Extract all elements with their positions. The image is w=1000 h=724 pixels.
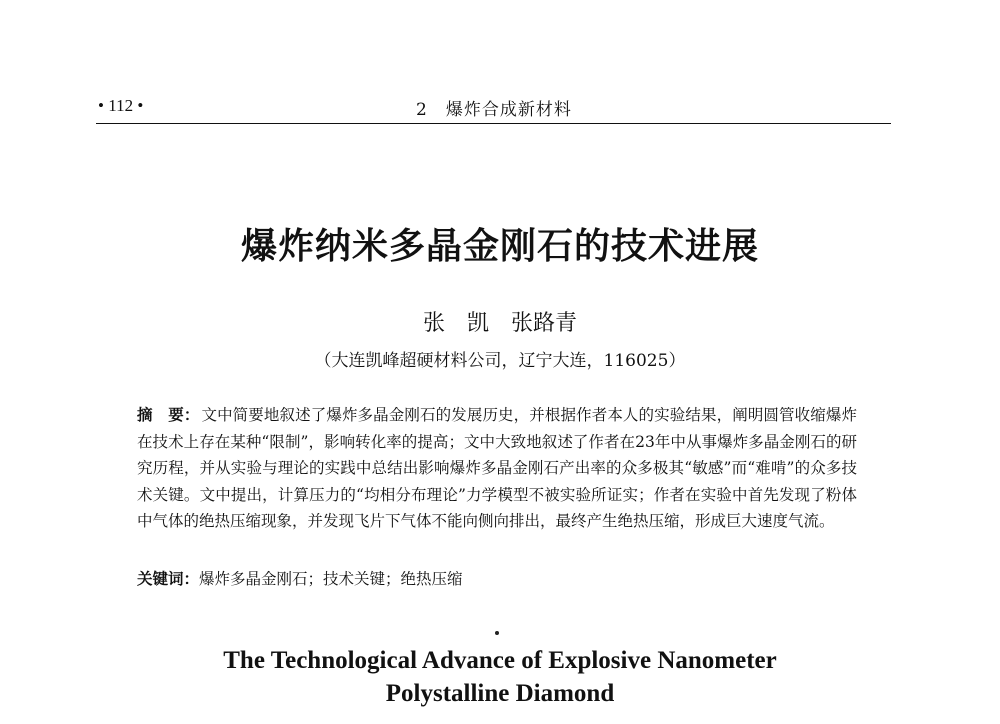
abstract-label: 摘 要：: [137, 405, 200, 424]
abstract-text: 文中简要地叙述了爆炸多晶金刚石的发展历史，并根据作者本人的实验结果，阐明圆管收缩爆炸在技术上存在某种“限制”，影响转化率的提高；文中大致地叙述了作者在23年中从事爆炸多晶金刚石的研究历程，并从实验与理论的实践中总结出影响爆炸多晶金刚石产出率的众多极其“敏感”而“难啃”的众多技术关键。文中提出，计算压力的“均相分布理论”力学模型不被实验所证实；作者在实验中首先发现了粉体中气体的绝热压缩现象，并发现飞片下气体不能向侧向排出，最终产生绝热压缩，形成巨大速度气流。: [137, 406, 857, 530]
page-number: • 112 •: [98, 96, 144, 115]
print-speck: [495, 631, 499, 635]
english-title-line-2: Polystalline Diamond: [385, 680, 615, 707]
running-header: [96, 94, 891, 120]
keywords-label: 关键词：: [137, 569, 200, 588]
article-authors: 张 凯 张路青: [422, 311, 577, 336]
english-title-line-1: The Technological Advance of Explosive Nanometer: [223, 647, 777, 674]
abstract: [137, 402, 857, 535]
keywords: [137, 566, 857, 592]
chapter-title: 2 爆炸合成新材料: [416, 100, 572, 120]
english-title: [0, 644, 1000, 710]
article-title: 爆炸纳米多晶金刚石的技术进展: [240, 225, 759, 267]
article-affiliation: （大连凯峰超硬材料公司，辽宁大连，116025）: [314, 351, 686, 371]
header-rule: [96, 123, 891, 124]
keywords-text: 爆炸多晶金刚石；技术关键；绝热压缩: [199, 570, 463, 588]
